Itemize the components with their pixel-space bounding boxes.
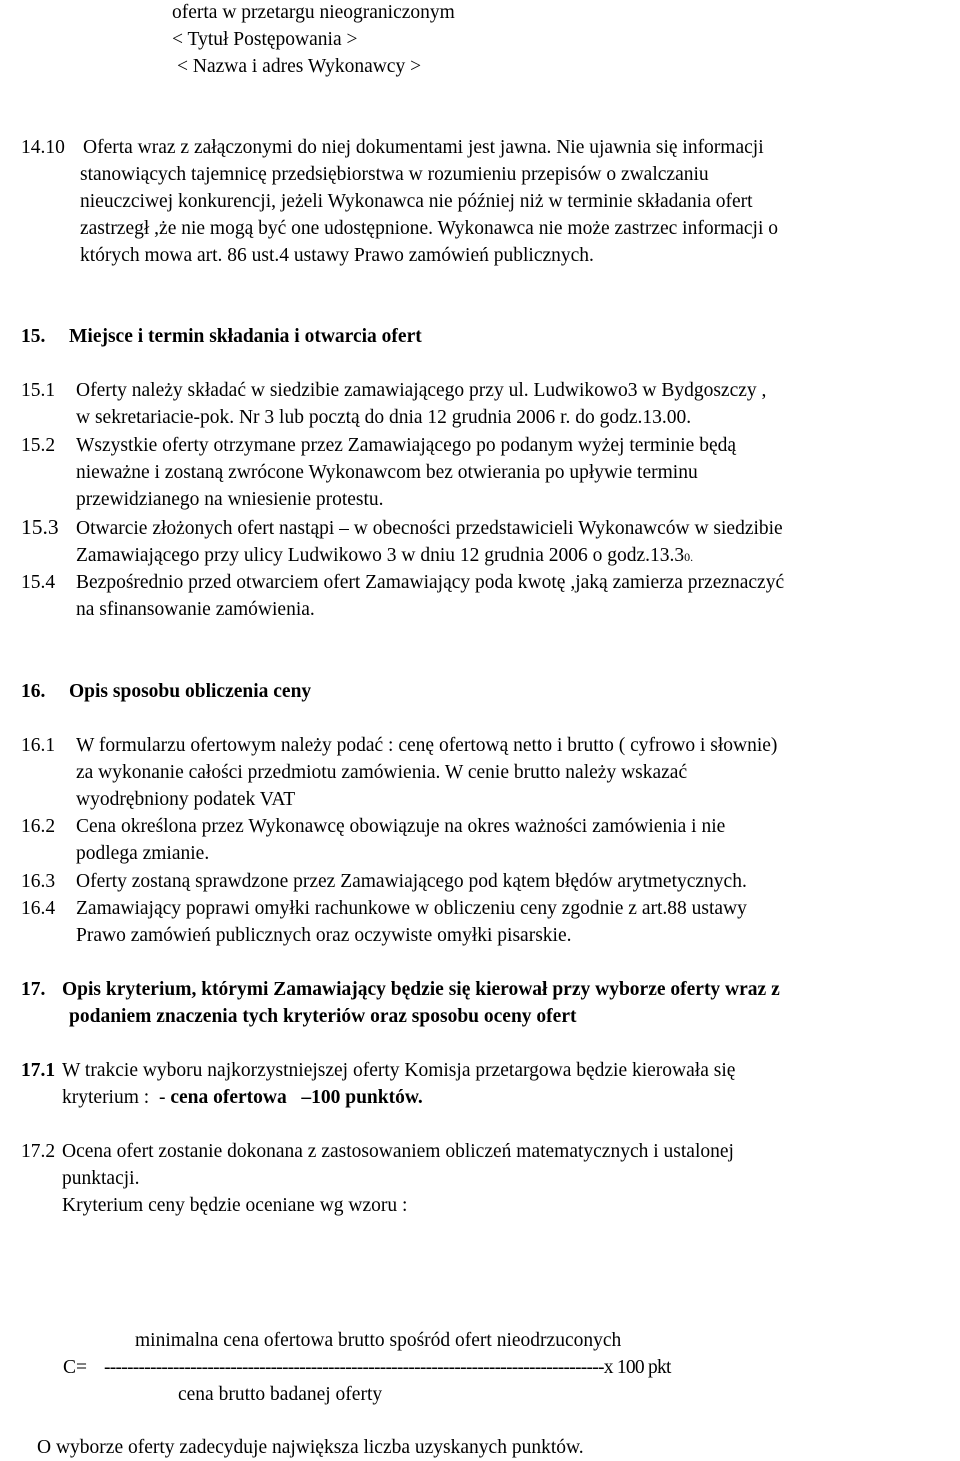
section-16-number: 16. — [21, 681, 46, 702]
paragraph-line: przewidzianego na wniesienie protestu. — [76, 489, 384, 510]
item-17-2-number: 17.2 — [21, 1141, 56, 1162]
paragraph-line: Cena określona przez Wykonawcę obowiązuje na okres ważności zamówienia i nie — [76, 816, 726, 837]
section-17-title-line: Opis kryterium, którymi Zamawiający będzie się kierował przy wyborze oferty wraz z — [62, 979, 780, 1000]
item-15-3-number: 15.3 — [21, 515, 59, 539]
item-15-2-number: 15.2 — [21, 435, 56, 456]
header-procedure-title: < Tytuł Postępowania > — [172, 29, 358, 50]
formula-lhs: C= — [63, 1357, 88, 1378]
item-16-2-number: 16.2 — [21, 816, 56, 837]
paragraph-line: nieuczciwej konkurencji, jeżeli Wykonawca nie później niż w terminie składania ofert — [80, 191, 753, 212]
paragraph-line: na sfinansowanie zamówienia. — [76, 599, 315, 620]
paragraph-line — [62, 1084, 423, 1111]
paragraph-line: Otwarcie złożonych ofert nastąpi – w obecności przedstawicieli Wykonawców w siedzibie — [76, 518, 783, 539]
item-15-1-number: 15.1 — [21, 380, 56, 401]
item-17-1-number: 17.1 — [21, 1060, 56, 1081]
formula-numerator: minimalna cena ofertowa brutto spośród ofert nieodrzuconych — [135, 1330, 622, 1351]
paragraph-line: w sekretariacie-pok. Nr 3 lub pocztą do dnia 12 grudnia 2006 r. do godz.13.00. — [76, 407, 692, 428]
paragraph-line: W trakcie wyboru najkorzystniejszej oferty Komisja przetargowa będzie kierowała się — [62, 1060, 736, 1081]
time-suffix: 0. — [684, 550, 694, 564]
item-15-4-number: 15.4 — [21, 572, 56, 593]
paragraph-line: Wszystkie oferty otrzymane przez Zamawiającego po podanym wyżej terminie będą — [76, 435, 737, 456]
paragraph-line: punktacji. — [62, 1168, 140, 1189]
item-16-4-number: 16.4 — [21, 898, 56, 919]
paragraph-line: stanowiących tajemnicę przedsiębiorstwa w rozumieniu przepisów o zwalczaniu — [80, 164, 709, 185]
paragraph-line: Ocena ofert zostanie dokonana z zastosowaniem obliczeń matematycznych i ustalonej — [62, 1141, 734, 1162]
paragraph-line: Zamawiający poprawi omyłki rachunkowe w obliczeniu ceny zgodnie z art.88 ustawy — [76, 898, 747, 919]
criterion-price: cena ofertowa –100 punktów. — [170, 1087, 423, 1108]
section-17-title-line: podaniem znaczenia tych kryteriów oraz sposobu oceny ofert — [69, 1006, 577, 1027]
paragraph-line-text: Zamawiającego przy ulicy Ludwikowo 3 w dniu 12 grudnia 2006 o godz.13.3 — [76, 545, 685, 566]
section-17-number: 17. — [21, 979, 46, 1000]
section-16-title: Opis sposobu obliczenia ceny — [69, 681, 312, 702]
paragraph-line: zastrzegł ,że nie mogą być one udostępnione. Wykonawca nie może zastrzec informacji o — [80, 218, 779, 239]
formula-denominator: cena brutto badanej oferty — [178, 1384, 383, 1405]
paragraph-line: Oferta wraz z załączonymi do niej dokumentami jest jawna. Nie ujawnia się informacji — [83, 137, 764, 158]
header-contractor: < Nazwa i adres Wykonawcy > — [177, 56, 422, 77]
paragraph-line: nieważne i zostaną zwrócone Wykonawcom bez otwierania po upływie terminu — [76, 462, 698, 483]
closing-statement: O wyborze oferty zadecyduje największa liczba uzyskanych punktów. — [37, 1437, 584, 1458]
paragraph-line: Oferty należy składać w siedzibie zamawiającego przy ul. Ludwikowo3 w Bydgoszczy , — [76, 380, 767, 401]
paragraph-line: Kryterium ceny będzie oceniane wg wzoru : — [62, 1195, 408, 1216]
paragraph-line: podlega zmianie. — [76, 843, 210, 864]
item-16-3-number: 16.3 — [21, 871, 56, 892]
header-offer-type: oferta w przetargu nieograniczonym — [172, 2, 455, 23]
paragraph-line: Oferty zostaną sprawdzone przez Zamawiającego pod kątem błędów arytmetycznych. — [76, 871, 747, 892]
item-16-1-number: 16.1 — [21, 735, 56, 756]
formula-fraction-line: ---------------------------------------------------------------------------------------x 100 pkt — [104, 1357, 671, 1378]
paragraph-line: Prawo zamówień publicznych oraz oczywiste omyłki pisarskie. — [76, 925, 572, 946]
paragraph-line: za wykonanie całości przedmiotu zamówienia. W cenie brutto należy wskazać — [76, 762, 688, 783]
paragraph-line: Bezpośrednio przed otwarciem ofert Zamawiający poda kwotę ,jaką zamierza przeznaczyć — [76, 572, 785, 593]
paragraph-line: W formularzu ofertowym należy podać : cenę ofertową netto i brutto ( cyfrowo i słownie) — [76, 735, 778, 756]
section-15-number: 15. — [21, 326, 46, 347]
section-14-10-number: 14.10 — [21, 137, 65, 158]
paragraph-line: wyodrębniony podatek VAT — [76, 789, 296, 810]
criterion-prefix: kryterium : - — [62, 1087, 171, 1108]
paragraph-line: których mowa art. 86 ust.4 ustawy Prawo zamówień publicznych. — [80, 245, 594, 266]
section-15-title: Miejsce i termin składania i otwarcia ofert — [69, 326, 422, 347]
paragraph-line — [76, 542, 693, 571]
